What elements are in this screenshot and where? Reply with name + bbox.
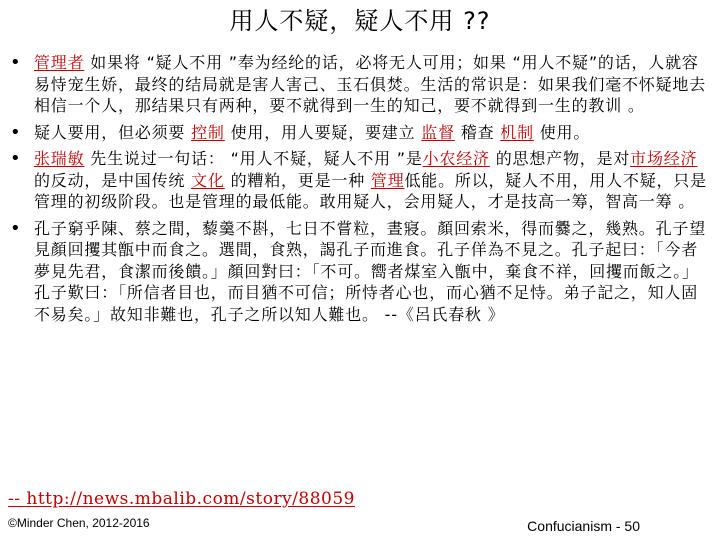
keyword-link[interactable]: 文化 (191, 170, 225, 190)
keyword-link[interactable]: 机制 (500, 122, 534, 142)
bullet-text: 如果将 “疑人不用 ”奉为经纶的话，必将无人可用；如果 “用人不疑”的话，人就容易恃宠生娇，最终的结局就是害人害己、玉石俱焚。生活的常识是：如果我们毫不怀疑地去相信一个人，那结果只有两种，要不就得到一生的知己，要不就得到一生的教训 。 (34, 53, 707, 115)
bullet-list (8, 52, 708, 330)
keyword-link[interactable]: 控制 (191, 122, 225, 142)
bullet-text: 稽查 (454, 122, 501, 142)
bullet-text: 的思想产物，是对 (489, 149, 631, 168)
keyword-link[interactable]: 张瑞敏 (34, 149, 85, 168)
bullet-text: 的反动，是中国传统 (34, 170, 192, 190)
keyword-link[interactable]: 管理者 (34, 53, 85, 72)
keyword-link[interactable]: 小农经济 (422, 149, 490, 168)
bullet-item (8, 218, 708, 326)
bullet-text: 孔子窮乎陳、蔡之間，藜羹不斟，七日不嘗粒，晝寢。顏回索米，得而爨之，幾熟。孔子望見顏回攫其甑中而食之。選間，食熟，謁孔子而進食。孔子佯為不見之。孔子起曰：「今者夢見先君，食潔而後饋。」顏回對曰：「不可。嚮者煤室入甑中，棄食不祥，回攫而飯之。」孔子歎曰：「所信者目也，而目猶不可信；所恃者心也，而心猶不足恃。弟子記之，知人固不易矣。」故知非難也，孔子之所以知人難也。 --《呂氏春秋 》 (34, 218, 707, 324)
bullet-item (8, 122, 708, 144)
page-title: 用人不疑，疑人不用 ?? (229, 7, 491, 35)
bullet-text: 的糟粕，更是一种 (224, 170, 371, 190)
bullet-text: 先生说过一句话： “用人不疑，疑人不用 ”是 (84, 149, 423, 168)
keyword-link[interactable]: 管理 (370, 170, 405, 190)
bullet-text: 使用，用人要疑，要建立 (224, 122, 422, 142)
bullet-item (8, 148, 708, 213)
bullet-text: 低能。所以，疑人不用，用人不疑，只是管理的初级阶段。也是管理的最低能。敢用疑人，会用疑人，才是技高一筹，智高一筹 。 (34, 170, 707, 211)
keyword-link[interactable]: 市场经济 (630, 149, 698, 168)
source-link[interactable]: -- http://news.mbalib.com/story/88059 (8, 489, 355, 509)
keyword-link[interactable]: 监督 (421, 122, 455, 142)
footer-page-label: Confucianism - 50 (527, 518, 640, 534)
bullet-item (8, 52, 708, 117)
bullet-text: 疑人要用，但必须要 (34, 122, 192, 142)
footer-copyright: ©Minder Chen, 2012-2016 (8, 516, 150, 530)
bullet-text: 使用。 (533, 122, 591, 142)
